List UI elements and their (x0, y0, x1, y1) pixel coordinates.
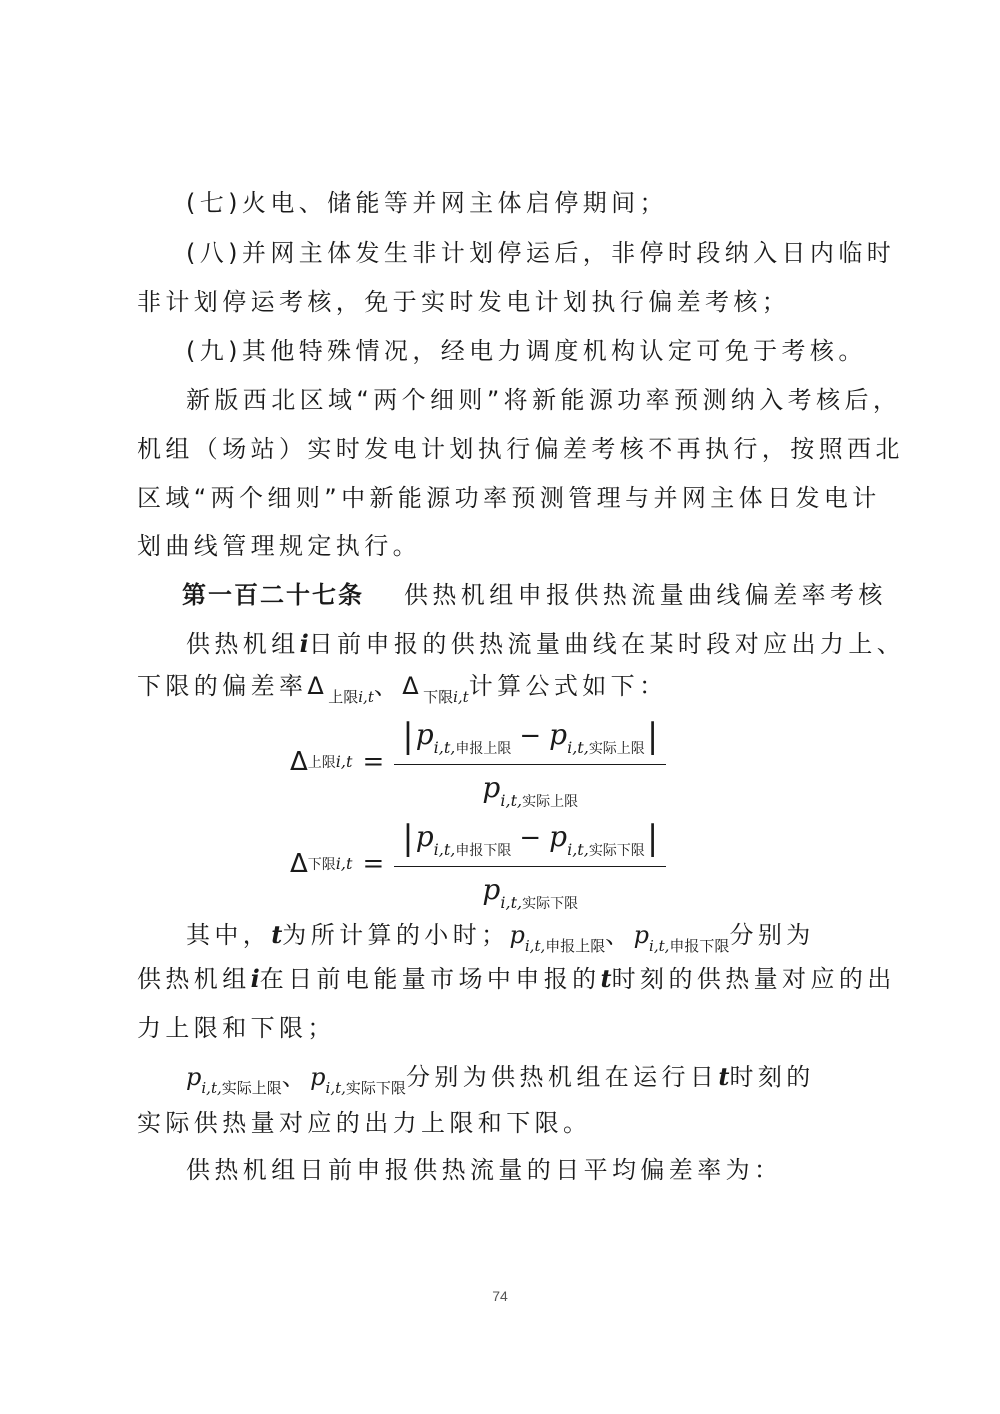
clause-eight-line1: (八)并网主体发生非计划停运后，非停时段纳入日内临时 (186, 239, 896, 267)
article-title: 供热机组申报供热流量曲线偏差率考核 (404, 581, 887, 609)
separator: 、 (373, 672, 403, 700)
text-span: 日前申报的供热流量曲线在某时段对应出力上、 (308, 630, 906, 658)
index-it: i,t, (500, 892, 523, 912)
minus-sign: − (519, 720, 542, 751)
formula-upper-deviation (290, 712, 666, 812)
text-span: 时刻的 (729, 1063, 815, 1091)
text-span: 供热机组 (186, 630, 300, 658)
subscript (649, 937, 729, 955)
article-heading (182, 578, 887, 612)
paragraph-line: 区域“两个细则”中新能源功率预测管理与并网主体日发电计 (137, 484, 881, 512)
text-span: 实际上限 (588, 740, 645, 757)
formula-lower-deviation (290, 814, 666, 914)
subscript (326, 1079, 406, 1097)
denominator (482, 867, 578, 913)
subscript (434, 840, 512, 859)
text-span: 分别为供热机组在运行日 (405, 1063, 719, 1091)
subscript (423, 688, 469, 706)
delta-symbol: Δ (290, 849, 308, 879)
subscript (500, 791, 578, 810)
variable-t: t (271, 920, 283, 949)
variable-i: i (250, 964, 260, 993)
index-it: i,t (453, 688, 469, 706)
text-span: 计算公式如下： (468, 672, 668, 700)
text-span: 时刻的供热量对应的出 (611, 965, 896, 993)
p-symbol: p (310, 1063, 326, 1091)
text-span: 实际上限 (522, 793, 579, 810)
p-symbol: p (415, 717, 434, 751)
abs-bar-left: | (402, 715, 414, 756)
index-it: i,t, (433, 839, 456, 859)
p-symbol: p (509, 921, 525, 949)
delta-symbol: Δ (307, 672, 329, 700)
abs-bar-right: | (646, 817, 659, 858)
clause-eight-line2: 非计划停运考核，免于实时发电计划执行偏差考核； (137, 288, 791, 316)
text-span: 下限 (423, 688, 454, 706)
subscript (434, 738, 512, 757)
minus-sign: − (519, 822, 542, 853)
p-symbol: p (549, 717, 568, 751)
subscript (308, 752, 353, 772)
index-it: i,t (335, 752, 353, 771)
index-it: i,t (335, 854, 353, 873)
paragraph-line: 实际供热量对应的出力上限和下限。 (137, 1109, 592, 1137)
p-symbol: p (482, 770, 501, 804)
text-span: 实际下限 (345, 1079, 406, 1097)
p-symbol: p (482, 872, 501, 906)
text-span: 申报下限 (669, 937, 730, 955)
variable-i: i (299, 629, 309, 658)
denominator (482, 765, 578, 811)
numerator (394, 816, 666, 866)
variable-t: t (600, 964, 612, 993)
subscript (525, 937, 605, 955)
numerator (394, 714, 666, 764)
paragraph-line: 划曲线管理规定执行。 (137, 532, 421, 560)
delta-symbol: Δ (290, 747, 308, 777)
text-span: 分别为 (729, 921, 815, 949)
paragraph-line (137, 962, 896, 996)
subscript (308, 854, 353, 874)
text-span: 申报上限 (545, 937, 606, 955)
text-span: 实际下限 (588, 842, 645, 859)
index-it: i,t, (325, 1079, 346, 1097)
text-span: 上限 (307, 755, 336, 771)
paragraph-line (186, 627, 906, 661)
text-span: 上限 (328, 688, 359, 706)
text-span: 在日前电能量市场中申报的 (259, 965, 601, 993)
p-symbol: p (549, 819, 568, 853)
subscript (567, 738, 645, 757)
index-it: i,t, (500, 790, 523, 810)
separator: 、 (281, 1063, 311, 1091)
text-span: 申报上限 (455, 740, 512, 757)
p-symbol: p (186, 1063, 202, 1091)
text-span: 实际上限 (221, 1079, 282, 1097)
p-symbol: p (415, 819, 434, 853)
subscript (500, 893, 578, 912)
text-span: 为所计算的小时； (282, 921, 510, 949)
clause-seven: (七)火电、储能等并网主体启停期间； (186, 189, 668, 217)
paragraph-line (186, 918, 878, 963)
clause-nine: (九)其他特殊情况，经电力调度机构认定可免于考核。 (186, 337, 867, 365)
abs-bar-left: | (402, 817, 414, 858)
article-number: 第一百二十七条 (182, 581, 364, 609)
index-it: i,t, (524, 937, 546, 955)
index-it: i,t, (567, 839, 589, 859)
text-span: 实际下限 (522, 895, 579, 912)
subscript (328, 688, 374, 706)
fraction (394, 714, 666, 811)
paragraph-line: 供热机组日前申报供热流量的日平均偏差率为： (186, 1156, 783, 1184)
p-symbol: p (633, 921, 650, 949)
paragraph-line (137, 669, 877, 714)
equals-sign: = (362, 849, 385, 879)
text-span: 供热机组 (137, 965, 251, 993)
fraction (394, 816, 666, 913)
text-span: 其中， (186, 921, 272, 949)
paragraph-line (186, 1060, 878, 1105)
subscript (567, 840, 645, 859)
equals-sign: = (362, 747, 385, 777)
paragraph-line: 机组（场站）实时发电计划执行偏差考核不再执行，按照西北 (137, 435, 904, 463)
index-it: i,t, (201, 1079, 222, 1097)
paragraph-line: 新版西北区域“两个细则”将新能源功率预测纳入考核后， (186, 386, 902, 414)
paragraph-line: 力上限和下限； (137, 1014, 336, 1042)
text-span: 下限的偏差率 (137, 672, 308, 700)
subscript (201, 1079, 281, 1097)
page-number: 74 (492, 1288, 508, 1304)
index-it: i,t, (433, 737, 456, 757)
text-span: 下限 (307, 857, 336, 873)
index-it: i,t, (649, 937, 670, 955)
variable-t: t (718, 1062, 730, 1091)
separator: 、 (605, 921, 634, 949)
text-span: 申报下限 (455, 842, 512, 859)
abs-bar-right: | (646, 715, 659, 756)
index-it: i,t, (567, 737, 589, 757)
delta-symbol: Δ (402, 672, 424, 700)
index-it: i,t (358, 688, 374, 706)
